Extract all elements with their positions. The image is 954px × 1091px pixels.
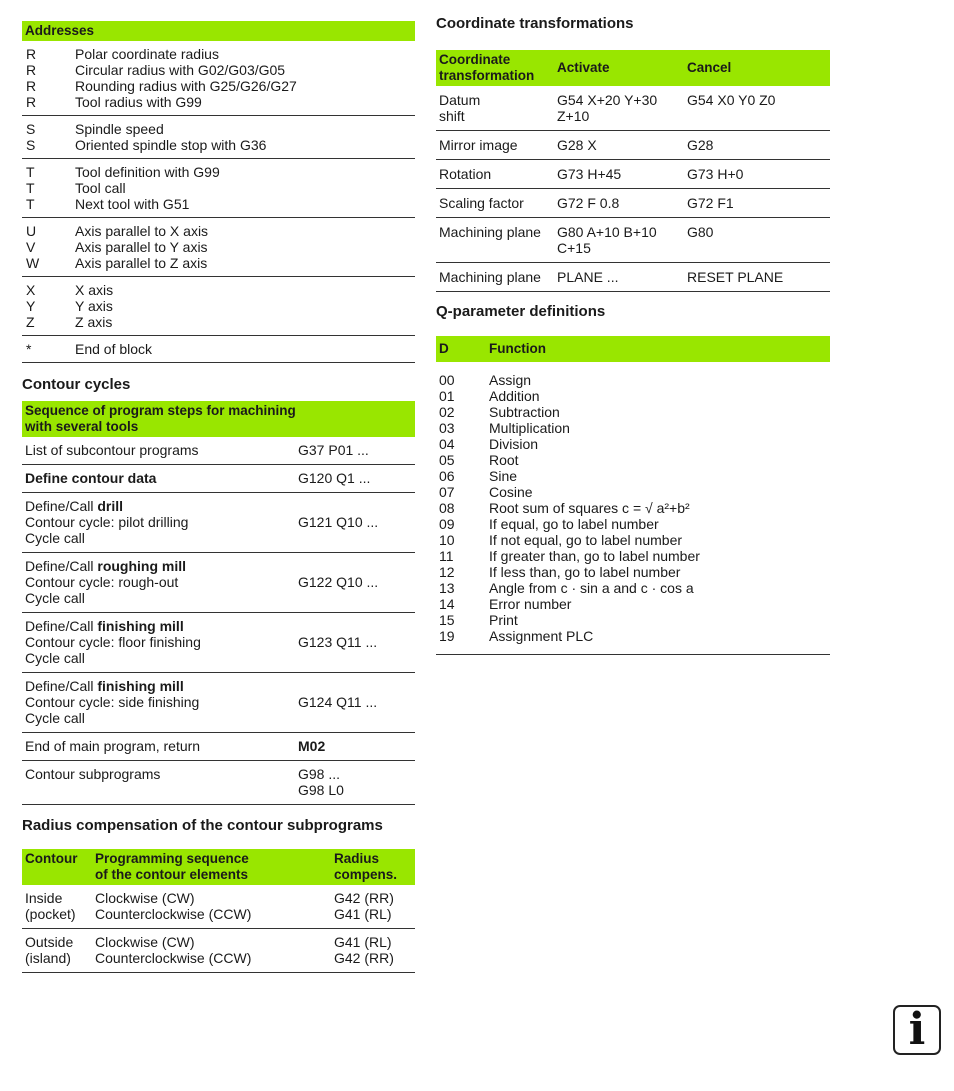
coord-transformation-line1: Machining plane: [439, 269, 541, 285]
contour-code-line2: G98 L0: [298, 782, 344, 798]
coord-trans-title: Coordinate transformations: [436, 15, 634, 32]
contour-step-line1: [25, 558, 298, 574]
coord-activate: [557, 166, 687, 182]
radius-contour-line2: (island): [25, 950, 71, 966]
qparam-function: Root sum of squares c = √ a²+b²: [489, 500, 690, 516]
coord-activate: [557, 224, 687, 256]
address-line: [26, 78, 415, 94]
contour-code-line: G37 P01 ...: [298, 442, 369, 458]
contour-header: [22, 401, 415, 437]
qparam-code: 08: [439, 500, 455, 516]
qparam-row: [436, 596, 830, 612]
qparam-row: [436, 580, 830, 596]
radius-sequence-line2: Counterclockwise (CCW): [95, 906, 252, 922]
contour-row: [22, 465, 415, 493]
radius-comp-line2: G41 (RL): [334, 906, 392, 922]
address-desc: End of block: [75, 341, 153, 357]
qparam-function: Sine: [489, 468, 518, 484]
contour-code-line: G124 Q11 ...: [298, 694, 378, 710]
coord-row: [436, 160, 830, 189]
contour-step-bold: Define contour data: [25, 470, 157, 486]
qparam-code: 04: [439, 436, 455, 452]
qparam-row: [436, 516, 830, 532]
coord-activate-line2: C+15: [557, 240, 591, 256]
qparam-row: [436, 372, 830, 388]
qparam-code: 01: [439, 388, 455, 404]
coord-activate-line1: G72 F 0.8: [557, 195, 620, 211]
qparam-code: 11: [439, 548, 454, 564]
radius-contour-line1: Outside: [25, 934, 74, 950]
contour-step-bold: roughing mill: [97, 558, 187, 574]
coord-activate-line1: G28 X: [557, 137, 597, 153]
contour-code: [298, 738, 412, 754]
address-line: [26, 314, 415, 330]
radius-comp-line1: G42 (RR): [334, 890, 394, 906]
qparam-code: 13: [439, 580, 455, 596]
contour-row: [22, 553, 415, 613]
qparam-code: 06: [439, 468, 455, 484]
radius-header-comp: [334, 851, 412, 883]
address-desc: Tool call: [75, 180, 126, 196]
address-line: [26, 180, 415, 196]
address-group: [22, 218, 415, 277]
qparam-row: [436, 452, 830, 468]
addresses-header: Addresses: [22, 21, 415, 41]
qparam-code: 10: [439, 532, 455, 548]
address-line: [26, 164, 415, 180]
address-line: [26, 341, 415, 357]
contour-step: [25, 618, 298, 666]
address-desc: Polar coordinate radius: [75, 46, 219, 62]
address-letter: U: [26, 223, 37, 239]
qparam-function: Division: [489, 436, 539, 452]
contour-step: [25, 498, 298, 546]
qparam-row: [436, 532, 830, 548]
coord-cancel: G72 F1: [687, 195, 734, 211]
address-line: [26, 121, 415, 137]
coord-header-cancel: Cancel: [687, 60, 732, 75]
contour-step-line2: Contour cycle: pilot drilling: [25, 514, 189, 530]
address-line: [26, 255, 415, 271]
coord-transformation: [439, 92, 557, 124]
coord-row: [436, 218, 830, 263]
contour-step: [25, 558, 298, 606]
contour-code-line: G121 Q10 ...: [298, 514, 379, 530]
address-desc: Z axis: [75, 314, 113, 330]
coord-cancel: G28: [687, 137, 714, 153]
coord-transformation-line1: Mirror image: [439, 137, 518, 153]
address-line: [26, 282, 415, 298]
qparam-function: Assign: [489, 372, 532, 388]
qparam-row: [436, 420, 830, 436]
radius-sequence-line1: Clockwise (CW): [95, 934, 195, 950]
qparam-header-d: D: [439, 341, 449, 356]
qparam-function: If greater than, go to label number: [489, 548, 700, 564]
qparam-row: [436, 564, 830, 580]
contour-step-line1: [25, 442, 298, 458]
qparam-code: 09: [439, 516, 455, 532]
contour-step-text: Define/Call: [25, 498, 98, 514]
address-line: [26, 196, 415, 212]
coord-activate-line1: PLANE ...: [557, 269, 619, 285]
coord-transformation-line1: Machining plane: [439, 224, 541, 240]
qparam-row: [436, 628, 830, 644]
address-letter: T: [26, 196, 35, 212]
qparam-row: [436, 468, 830, 484]
coord-activate: [557, 269, 687, 285]
contour-step-bold: finishing mill: [97, 618, 184, 634]
radius-header-seq-line2: of the contour elements: [95, 867, 249, 882]
address-line: [26, 137, 415, 153]
qparam-code: 00: [439, 372, 455, 388]
qparam-function: Error number: [489, 596, 572, 612]
contour-step-bold: finishing mill: [97, 678, 184, 694]
contour-step: [25, 766, 298, 798]
address-desc: Axis parallel to Y axis: [75, 239, 208, 255]
qparam-code: 15: [439, 612, 455, 628]
qparam-code: 03: [439, 420, 455, 436]
address-line: [26, 62, 415, 78]
qparam-header: [436, 336, 830, 362]
qparam-code: 12: [439, 564, 455, 580]
contour-table: [22, 437, 415, 805]
address-group: [22, 277, 415, 336]
contour-code-line: G123 Q11 ...: [298, 634, 378, 650]
contour-code: [298, 634, 412, 650]
qparam-row: [436, 612, 830, 628]
radius-sequence-line1: Clockwise (CW): [95, 890, 195, 906]
qparam-row: [436, 484, 830, 500]
address-desc: Circular radius with G02/G03/G05: [75, 62, 286, 78]
qparam-row: [436, 388, 830, 404]
qparam-function: Multiplication: [489, 420, 570, 436]
radius-comp: [334, 890, 412, 922]
radius-header-comp-line1: Radius: [334, 851, 380, 866]
radius-header-seq-line1: Programming sequence: [95, 851, 249, 866]
qparam-code: 19: [439, 628, 455, 644]
coord-cancel: G73 H+0: [687, 166, 744, 182]
address-group: [22, 116, 415, 159]
address-line: [26, 94, 415, 110]
qparam-function: If not equal, go to label number: [489, 532, 683, 548]
coord-transformation: [439, 224, 557, 256]
contour-step-text: Define/Call: [25, 558, 98, 574]
contour-step-line2: Contour cycle: side finishing: [25, 694, 200, 710]
address-letter: S: [26, 137, 36, 153]
contour-step-text: Define/Call: [25, 618, 98, 634]
address-desc: Rounding radius with G25/G26/G27: [75, 78, 297, 94]
qparam-row: [436, 548, 830, 564]
contour-row: [22, 613, 415, 673]
radius-comp-title: Radius compensation of the contour subprograms: [22, 817, 383, 834]
qparam-title: Q-parameter definitions: [436, 303, 606, 320]
radius-row: [22, 929, 415, 973]
radius-header-comp-line2: compens.: [334, 867, 398, 882]
contour-code-line: G122 Q10 ...: [298, 574, 379, 590]
contour-header-line2: with several tools: [25, 419, 139, 434]
qparam-function: If less than, go to label number: [489, 564, 681, 580]
address-group: [22, 41, 415, 116]
address-letter: R: [26, 78, 37, 94]
radius-sequence: [95, 890, 334, 922]
addresses-list: [22, 41, 415, 363]
contour-header-line1: Sequence of program steps for machining: [25, 403, 296, 418]
coord-table: [436, 86, 830, 292]
contour-step-line3: Cycle call: [25, 710, 85, 726]
contour-step-text: Contour subprograms: [25, 766, 161, 782]
address-desc: Axis parallel to Z axis: [75, 255, 208, 271]
coord-activate: [557, 92, 687, 124]
coord-activate-line2: Z+10: [557, 108, 590, 124]
radius-comp-line2: G42 (RR): [334, 950, 394, 966]
coord-header-transformation: [439, 52, 557, 84]
address-desc: Tool definition with G99: [75, 164, 220, 180]
radius-contour-line2: (pocket): [25, 906, 76, 922]
contour-step-line3: Cycle call: [25, 530, 85, 546]
qparam-function: If equal, go to label number: [489, 516, 659, 532]
contour-row: [22, 493, 415, 553]
coord-transformation: [439, 269, 557, 285]
contour-step-line1: [25, 766, 298, 782]
address-desc: Tool radius with G99: [75, 94, 202, 110]
qparam-code: 02: [439, 404, 455, 420]
address-line: [26, 46, 415, 62]
coord-header-line1: Coordinate: [439, 52, 511, 67]
address-letter: W: [26, 255, 40, 271]
radius-header-contour: Contour: [25, 851, 78, 866]
coord-transformation-line2: shift: [439, 108, 465, 124]
address-line: [26, 298, 415, 314]
qparam-function: Angle from c · sin a and c · cos a: [489, 580, 694, 596]
coord-row: [436, 131, 830, 160]
contour-code: [298, 442, 412, 458]
coord-row: [436, 86, 830, 131]
qparam-code: 14: [439, 596, 455, 612]
coord-activate-line1: G54 X+20 Y+30: [557, 92, 658, 108]
radius-sequence-line2: Counterclockwise (CCW): [95, 950, 252, 966]
address-letter: Z: [26, 314, 35, 330]
address-desc: Spindle speed: [75, 121, 164, 137]
contour-code: [298, 766, 412, 798]
contour-row: [22, 761, 415, 805]
contour-step: [25, 470, 298, 486]
coord-activate: [557, 195, 687, 211]
radius-sequence: [95, 934, 334, 966]
coord-row: [436, 189, 830, 218]
qparam-function: Addition: [489, 388, 540, 404]
contour-step: [25, 442, 298, 458]
qparam-code: 05: [439, 452, 455, 468]
contour-step-line3: Cycle call: [25, 650, 85, 666]
qparam-function: Subtraction: [489, 404, 560, 420]
coord-activate: [557, 137, 687, 153]
contour-step-text: List of subcontour programs: [25, 442, 199, 458]
right-column: [436, 14, 830, 655]
qparam-header-function: Function: [489, 341, 546, 356]
coord-cancel: G54 X0 Y0 Z0: [687, 92, 776, 108]
address-letter: T: [26, 164, 35, 180]
coord-transformation: [439, 137, 557, 153]
address-group: [22, 159, 415, 218]
contour-code: [298, 470, 412, 486]
coord-header-line2: transformation: [439, 68, 535, 83]
address-desc: Next tool with G51: [75, 196, 190, 212]
coord-transformation-line1: Rotation: [439, 166, 492, 182]
coord-header-activate: Activate: [557, 60, 610, 75]
coord-cancel: RESET PLANE: [687, 269, 784, 285]
contour-step-line2: Contour cycle: floor finishing: [25, 634, 201, 650]
radius-header: [22, 849, 415, 885]
coord-transformation: [439, 166, 557, 182]
contour-step-text: Define/Call: [25, 678, 98, 694]
qparam-function: Assignment PLC: [489, 628, 594, 644]
coord-transformation-line1: Datum: [439, 92, 481, 108]
address-desc: Oriented spindle stop with G36: [75, 137, 267, 153]
radius-contour-line1: Inside: [25, 890, 63, 906]
contour-step: [25, 738, 298, 754]
address-desc: Axis parallel to X axis: [75, 223, 209, 239]
contour-step-bold: drill: [97, 498, 124, 514]
contour-step-line1: [25, 678, 298, 694]
info-glyph: i: [908, 1004, 926, 1055]
address-desc: Y axis: [75, 298, 113, 314]
contour-code: [298, 694, 412, 710]
address-letter: R: [26, 46, 37, 62]
radius-contour: [25, 934, 95, 966]
radius-table: [22, 885, 415, 973]
info-icon: [893, 1005, 941, 1055]
address-letter: R: [26, 94, 37, 110]
contour-step-line1: [25, 498, 298, 514]
radius-row: [22, 885, 415, 929]
address-line: [26, 223, 415, 239]
contour-code-bold: M02: [298, 738, 326, 754]
radius-header-sequence: [95, 851, 334, 883]
coord-row: [436, 263, 830, 292]
left-column: [22, 21, 415, 973]
address-letter: R: [26, 62, 37, 78]
address-letter: V: [26, 239, 36, 255]
qparam-row: [436, 500, 830, 516]
qparam-function: Print: [489, 612, 518, 628]
radius-comp: [334, 934, 412, 966]
address-letter: X: [26, 282, 36, 298]
coord-activate-line1: G73 H+45: [557, 166, 622, 182]
contour-code: [298, 514, 412, 530]
qparam-list: [436, 362, 830, 655]
qparam-function: Cosine: [489, 484, 533, 500]
address-letter: S: [26, 121, 36, 137]
contour-row: [22, 733, 415, 761]
coord-cancel: G80: [687, 224, 714, 240]
contour-step-line1: [25, 470, 298, 486]
radius-contour: [25, 890, 95, 922]
contour-row: [22, 673, 415, 733]
qparam-row: [436, 404, 830, 420]
radius-comp-line1: G41 (RL): [334, 934, 392, 950]
address-letter: *: [26, 341, 32, 357]
qparam-code: 07: [439, 484, 455, 500]
contour-step-line1: [25, 738, 298, 754]
address-letter: T: [26, 180, 35, 196]
coord-transformation: [439, 195, 557, 211]
address-desc: X axis: [75, 282, 114, 298]
contour-step-line2: Contour cycle: rough-out: [25, 574, 179, 590]
contour-step: [25, 678, 298, 726]
qparam-row: [436, 436, 830, 452]
contour-cycles-title: Contour cycles: [22, 376, 131, 393]
contour-step-text: End of main program, return: [25, 738, 201, 754]
coord-activate-line1: G80 A+10 B+10: [557, 224, 657, 240]
contour-code-line: G98 ...: [298, 766, 341, 782]
address-letter: Y: [26, 298, 36, 314]
qparam-function: Root: [489, 452, 519, 468]
address-group: [22, 336, 415, 363]
coord-header: [436, 50, 830, 86]
contour-row: [22, 437, 415, 465]
address-line: [26, 239, 415, 255]
contour-code-line: G120 Q1 ...: [298, 470, 371, 486]
contour-step-line1: [25, 618, 298, 634]
contour-step-line3: Cycle call: [25, 590, 85, 606]
coord-transformation-line1: Scaling factor: [439, 195, 524, 211]
contour-code: [298, 574, 412, 590]
